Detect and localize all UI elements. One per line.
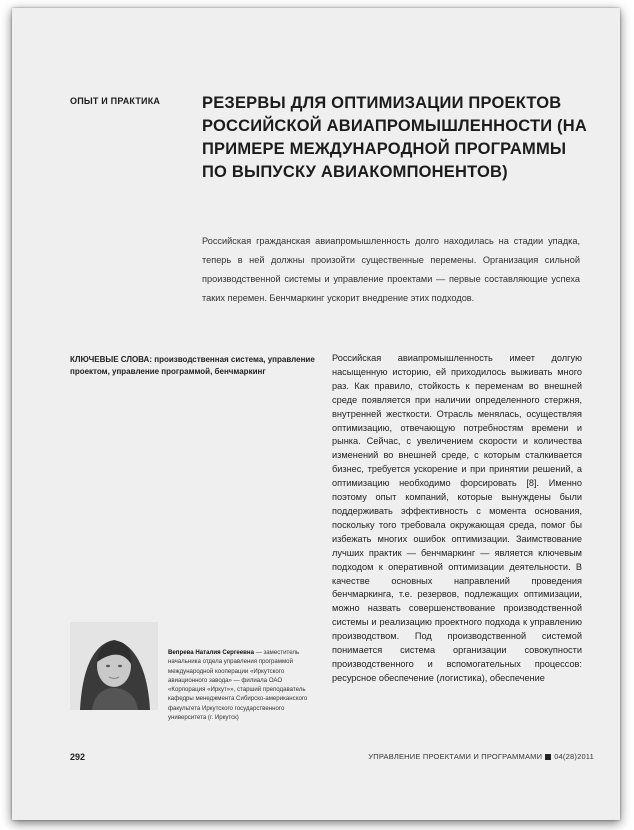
keywords-label: КЛЮЧЕВЫЕ СЛОВА: (70, 355, 152, 364)
author-photo (70, 622, 158, 710)
author-description: — заместитель начальника отдела управления программой международной кооперации «Иркутского авиационного завода» — филиала ОАО «Корпорация «Иркут»», старший преподаватель кафедры менеджмента Сибирско-американского факультета Иркутского государственного университета (г. Иркутск) (168, 649, 308, 722)
square-separator-icon (545, 754, 551, 760)
journal-name: УПРАВЛЕНИЕ ПРОЕКТАМИ И ПРОГРАММАМИ (368, 752, 543, 761)
keywords (70, 354, 320, 378)
keywords-text: производственная система, управление проектом, управление программой, бенчмаркинг (70, 355, 315, 376)
journal-issue: 04(28)2011 (554, 752, 594, 761)
author-portrait-icon (70, 622, 158, 710)
author-name: Вепрева Наталия Сергеевна (168, 649, 255, 656)
article-body: Российская авиапромышленность имеет долгую насыщенную историю, ей приходилось выживать много раз. Как правило, стойкость к переменам во внешней среде появляется при наличии определенного стержня, внутренней жесткости. Отрасль менялась, осуществляя оптимизацию, отвечающую потребностям времени и рынка. Сейчас, с увеличением скорости и количества изменений во внешней среде, с которым сталкивается бизнес, требуется ускорение и при принятии решений, а оптимизацию необходимо форсировать [8]. Именно поэтому опыт компаний, которые вынуждены были поддерживать эффективность с момента основания, поскольку того требовала окружающая среда, помог бы избежать многих ошибок оптимизации. Заимствование лучших практик — бенчмаркинг — является ключевым подходом к оперативной оптимизации деятельности. В качестве основных направлений проведения бенчмаркинга, т.е. резервов, подлежащих оптимизации, можно назвать совершенствование производственной системы и реализацию проектного подхода к управлению производством. Под производственной системой понимается система организации совокупности производственного и вспомогательных процессов: ресурсное обеспечение (логистика), обеспечение (332, 353, 582, 683)
page-number: 292 (70, 752, 86, 762)
section-label: ОПЫТ И ПРАКТИКА (70, 96, 161, 106)
article-title: РЕЗЕРВЫ ДЛЯ ОПТИМИЗАЦИИ ПРОЕКТОВ РОССИЙСКОЙ АВИАПРОМЫШЛЕННОСТИ (НА ПРИМЕРЕ МЕЖДУНАРОДНОЙ ПРОГРАММЫ ПО ВЫПУСКУ АВИАКОМПОНЕНТОВ) (202, 94, 587, 181)
running-footer (368, 752, 594, 761)
article-lead: Российская гражданская авиапромышленность долго находилась на стадии упадка, теперь в ней должны произойти существенные перемены. Организация сильной производственной системы и управление проектами — первые составляющие успеха таких перемен. Бенчмаркинг ускорит внедрение этих подходов. (202, 236, 580, 303)
author-bio (168, 648, 320, 722)
